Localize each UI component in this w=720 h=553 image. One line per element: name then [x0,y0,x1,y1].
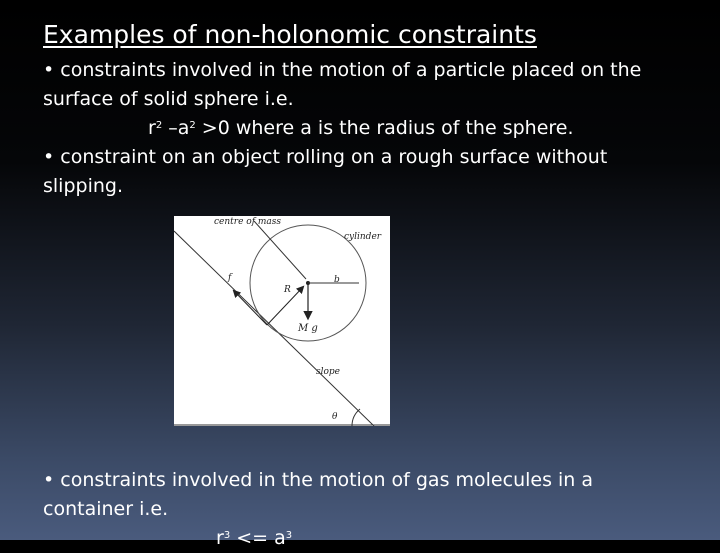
bullet-sphere-line2: surface of solid sphere i.e. [43,88,294,110]
label-b: b [334,275,340,285]
constraints-text-top [43,56,641,201]
label-slope: slope [316,367,341,377]
friction-arrow [234,291,267,325]
label-R: R [284,285,291,295]
bullet-sphere-line1: • constraints involved in the motion of a particle placed on the [43,59,642,81]
slide-title: Examples of non-holonomic constraints [43,20,537,49]
bullet-gas-line1: • constraints involved in the motion of gas molecules in a [43,469,594,491]
bullet-gas-line2: container i.e. [43,498,169,520]
label-Mg: M g [298,323,318,334]
label-theta: θ [332,412,338,422]
sphere-equation: $r^2$ $-a^2 >0$ where a is the radius of the sphere. [148,117,574,139]
label-cylinder: cylinder [344,232,382,242]
gas-equation: $r^3 <= a^3$ [216,527,293,549]
bullet-rolling-line2: slipping. [43,175,123,197]
bullet-rolling-line1: • constraint on an object rolling on a rough surface without [43,146,608,168]
rolling-cylinder-diagram [174,216,390,426]
label-f: f [228,273,232,283]
label-centre-of-mass: centre of mass [214,217,282,227]
centre-of-mass-pointer [254,221,306,279]
